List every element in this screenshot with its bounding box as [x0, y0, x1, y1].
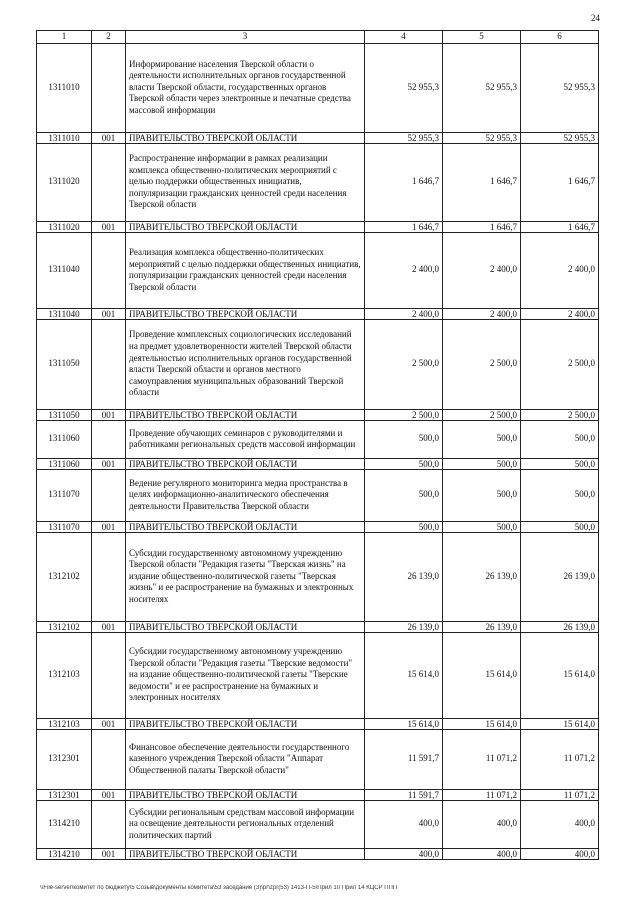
value-col4-cell: 2 400,0: [365, 232, 443, 308]
code-cell: 1312301: [37, 789, 92, 800]
summary-row: [37, 308, 599, 319]
description-cell: ПРАВИТЕЛЬСТВО ТВЕРСКОЙ ОБЛАСТИ: [126, 409, 365, 420]
table-row: [37, 420, 599, 458]
value-col5-cell: 15 614,0: [443, 632, 521, 718]
subcode-cell: [92, 143, 126, 221]
summary-row: [37, 458, 599, 469]
value-col4-cell: 2 400,0: [365, 308, 443, 319]
description-cell: Ведение регулярного мониторинга медиа пространства в целях информационно-аналитического обеспечения деятельности Правительства Тверской области: [126, 469, 365, 521]
value-col4-cell: 52 955,3: [365, 43, 443, 132]
table-row: [37, 232, 599, 308]
summary-row: [37, 621, 599, 632]
value-col6-cell: 400,0: [521, 848, 599, 859]
description-cell: ПРАВИТЕЛЬСТВО ТВЕРСКОЙ ОБЛАСТИ: [126, 789, 365, 800]
value-col4-cell: 500,0: [365, 521, 443, 532]
value-col4-cell: 26 139,0: [365, 532, 443, 621]
value-col5-cell: 26 139,0: [443, 532, 521, 621]
value-col5-cell: 400,0: [443, 800, 521, 848]
column-header: 6: [521, 31, 599, 44]
value-col6-cell: 2 400,0: [521, 308, 599, 319]
code-cell: 1311040: [37, 308, 92, 319]
subcode-cell: [92, 729, 126, 789]
value-col4-cell: 26 139,0: [365, 621, 443, 632]
description-cell: ПРАВИТЕЛЬСТВО ТВЕРСКОЙ ОБЛАСТИ: [126, 308, 365, 319]
subcode-cell: 001: [92, 132, 126, 143]
value-col6-cell: 500,0: [521, 521, 599, 532]
table-row: [37, 632, 599, 718]
description-cell: ПРАВИТЕЛЬСТВО ТВЕРСКОЙ ОБЛАСТИ: [126, 848, 365, 859]
value-col5-cell: 2 500,0: [443, 409, 521, 420]
value-col5-cell: 2 400,0: [443, 232, 521, 308]
summary-row: [37, 521, 599, 532]
code-cell: 1311010: [37, 43, 92, 132]
value-col4-cell: 500,0: [365, 420, 443, 458]
value-col4-cell: 2 500,0: [365, 409, 443, 420]
page-number: 24: [591, 13, 600, 23]
value-col6-cell: 2 500,0: [521, 319, 599, 409]
value-col6-cell: 15 614,0: [521, 632, 599, 718]
description-cell: Информирование населения Тверской области о деятельности исполнительных органов государственной власти Тверской области, государственных органов Тверской области через электронные и печатные средства массовой информации: [126, 43, 365, 132]
table-row: [37, 319, 599, 409]
code-cell: 1311070: [37, 469, 92, 521]
value-col4-cell: 2 500,0: [365, 319, 443, 409]
description-cell: ПРАВИТЕЛЬСТВО ТВЕРСКОЙ ОБЛАСТИ: [126, 221, 365, 232]
code-cell: 1311050: [37, 409, 92, 420]
value-col5-cell: 2 400,0: [443, 308, 521, 319]
value-col5-cell: 1 646,7: [443, 143, 521, 221]
value-col6-cell: 26 139,0: [521, 621, 599, 632]
table-row: [37, 469, 599, 521]
description-cell: Субсидии региональным средствам массовой информации на освещение деятельности региональных отделений политических партий: [126, 800, 365, 848]
value-col4-cell: 15 614,0: [365, 632, 443, 718]
code-cell: 1312103: [37, 632, 92, 718]
subcode-cell: 001: [92, 409, 126, 420]
code-cell: 1312103: [37, 718, 92, 729]
value-col4-cell: 52 955,3: [365, 132, 443, 143]
value-col4-cell: 500,0: [365, 469, 443, 521]
description-cell: Реализация комплекса общественно-политических мероприятий с целью поддержки общественных инициатив, популяризации гражданских ценностей среди населения Тверской области: [126, 232, 365, 308]
code-cell: 1311060: [37, 458, 92, 469]
value-col6-cell: 2 400,0: [521, 232, 599, 308]
code-cell: 1312102: [37, 532, 92, 621]
value-col4-cell: 400,0: [365, 800, 443, 848]
table-row: [37, 532, 599, 621]
description-cell: ПРАВИТЕЛЬСТВО ТВЕРСКОЙ ОБЛАСТИ: [126, 621, 365, 632]
value-col6-cell: 26 139,0: [521, 532, 599, 621]
summary-row: [37, 221, 599, 232]
value-col6-cell: 52 955,3: [521, 43, 599, 132]
budget-table: [36, 30, 599, 860]
value-col5-cell: 52 955,3: [443, 43, 521, 132]
subcode-cell: 001: [92, 718, 126, 729]
summary-row: [37, 848, 599, 859]
value-col4-cell: 11 591,7: [365, 789, 443, 800]
code-cell: 1311050: [37, 319, 92, 409]
code-cell: 1311020: [37, 143, 92, 221]
subcode-cell: [92, 43, 126, 132]
table-row: [37, 143, 599, 221]
value-col5-cell: 500,0: [443, 458, 521, 469]
table-body: [37, 43, 599, 859]
value-col4-cell: 1 646,7: [365, 143, 443, 221]
value-col4-cell: 1 646,7: [365, 221, 443, 232]
description-cell: Проведение обучающих семинаров с руководителями и работниками региональных средств массовой информации: [126, 420, 365, 458]
column-header: 3: [126, 31, 365, 44]
code-cell: 1312102: [37, 621, 92, 632]
code-cell: 1311060: [37, 420, 92, 458]
code-cell: 1312301: [37, 729, 92, 789]
subcode-cell: [92, 319, 126, 409]
column-header: 5: [443, 31, 521, 44]
value-col5-cell: 500,0: [443, 420, 521, 458]
summary-row: [37, 718, 599, 729]
column-header: 4: [365, 31, 443, 44]
column-header: 2: [92, 31, 126, 44]
file-path-footer: \\File-server\комитет по бюджету\5 Созыв\документы комитета\53 заседание (3)\pr\zpr(53) 1413-П-5\Прил 10 Прил 14 КЦСР ППП: [40, 885, 398, 891]
description-cell: Субсидии государственному автономному учреждению Тверской области "Редакция газеты "Тверские ведомости" на издание общественно-политической газеты "Тверские ведомости" и ее распространение на бумажных и электронных носителях: [126, 632, 365, 718]
value-col5-cell: 11 071,2: [443, 729, 521, 789]
subcode-cell: 001: [92, 221, 126, 232]
subcode-cell: 001: [92, 521, 126, 532]
value-col4-cell: 15 614,0: [365, 718, 443, 729]
value-col6-cell: 15 614,0: [521, 718, 599, 729]
value-col5-cell: 2 500,0: [443, 319, 521, 409]
value-col4-cell: 11 591,7: [365, 729, 443, 789]
code-cell: 1311010: [37, 132, 92, 143]
description-cell: ПРАВИТЕЛЬСТВО ТВЕРСКОЙ ОБЛАСТИ: [126, 718, 365, 729]
table-row: [37, 800, 599, 848]
table-row: [37, 729, 599, 789]
description-cell: ПРАВИТЕЛЬСТВО ТВЕРСКОЙ ОБЛАСТИ: [126, 458, 365, 469]
value-col5-cell: 11 071,2: [443, 789, 521, 800]
value-col6-cell: 52 955,3: [521, 132, 599, 143]
subcode-cell: [92, 232, 126, 308]
value-col6-cell: 500,0: [521, 420, 599, 458]
value-col6-cell: 500,0: [521, 469, 599, 521]
value-col5-cell: 1 646,7: [443, 221, 521, 232]
value-col6-cell: 11 071,2: [521, 729, 599, 789]
subcode-cell: [92, 800, 126, 848]
value-col5-cell: 400,0: [443, 848, 521, 859]
code-cell: 1311070: [37, 521, 92, 532]
summary-row: [37, 132, 599, 143]
subcode-cell: 001: [92, 789, 126, 800]
value-col5-cell: 500,0: [443, 469, 521, 521]
description-cell: Проведение комплексных социологических исследований на предмет удовлетворенности жителей Тверской области деятельностью исполнительных органов государственной власти Тверской области и органов местного самоуправления муниципальных образований Тверской области: [126, 319, 365, 409]
value-col6-cell: 1 646,7: [521, 143, 599, 221]
value-col6-cell: 500,0: [521, 458, 599, 469]
description-cell: ПРАВИТЕЛЬСТВО ТВЕРСКОЙ ОБЛАСТИ: [126, 132, 365, 143]
description-cell: Субсидии государственному автономному учреждению Тверской области "Редакция газеты "Тверская жизнь" на издание общественно-политической газеты "Тверская жизнь" и ее распространение на бумажных и электронных носителях: [126, 532, 365, 621]
description-cell: Распространение информации в рамках реализации комплекса общественно-политических мероприятий с целью поддержки общественных инициатив, популяризации гражданских ценностей среди населения Тверской области: [126, 143, 365, 221]
subcode-cell: [92, 532, 126, 621]
code-cell: 1311020: [37, 221, 92, 232]
description-cell: ПРАВИТЕЛЬСТВО ТВЕРСКОЙ ОБЛАСТИ: [126, 521, 365, 532]
table-row: [37, 43, 599, 132]
value-col6-cell: 1 646,7: [521, 221, 599, 232]
summary-row: [37, 789, 599, 800]
subcode-cell: 001: [92, 458, 126, 469]
code-cell: 1311040: [37, 232, 92, 308]
value-col5-cell: 52 955,3: [443, 132, 521, 143]
summary-row: [37, 409, 599, 420]
value-col5-cell: 26 139,0: [443, 621, 521, 632]
value-col4-cell: 500,0: [365, 458, 443, 469]
subcode-cell: [92, 632, 126, 718]
code-cell: 1314210: [37, 848, 92, 859]
value-col5-cell: 500,0: [443, 521, 521, 532]
value-col5-cell: 15 614,0: [443, 718, 521, 729]
value-col6-cell: 11 071,2: [521, 789, 599, 800]
value-col6-cell: 400,0: [521, 800, 599, 848]
subcode-cell: 001: [92, 848, 126, 859]
subcode-cell: [92, 420, 126, 458]
value-col6-cell: 2 500,0: [521, 409, 599, 420]
subcode-cell: 001: [92, 621, 126, 632]
subcode-cell: 001: [92, 308, 126, 319]
subcode-cell: [92, 469, 126, 521]
table-header-row: [37, 31, 599, 44]
value-col4-cell: 400,0: [365, 848, 443, 859]
code-cell: 1314210: [37, 800, 92, 848]
description-cell: Финансовое обеспечение деятельности государственного казенного учреждения Тверской области "Аппарат Общественной палаты Тверской области": [126, 729, 365, 789]
column-header: 1: [37, 31, 92, 44]
